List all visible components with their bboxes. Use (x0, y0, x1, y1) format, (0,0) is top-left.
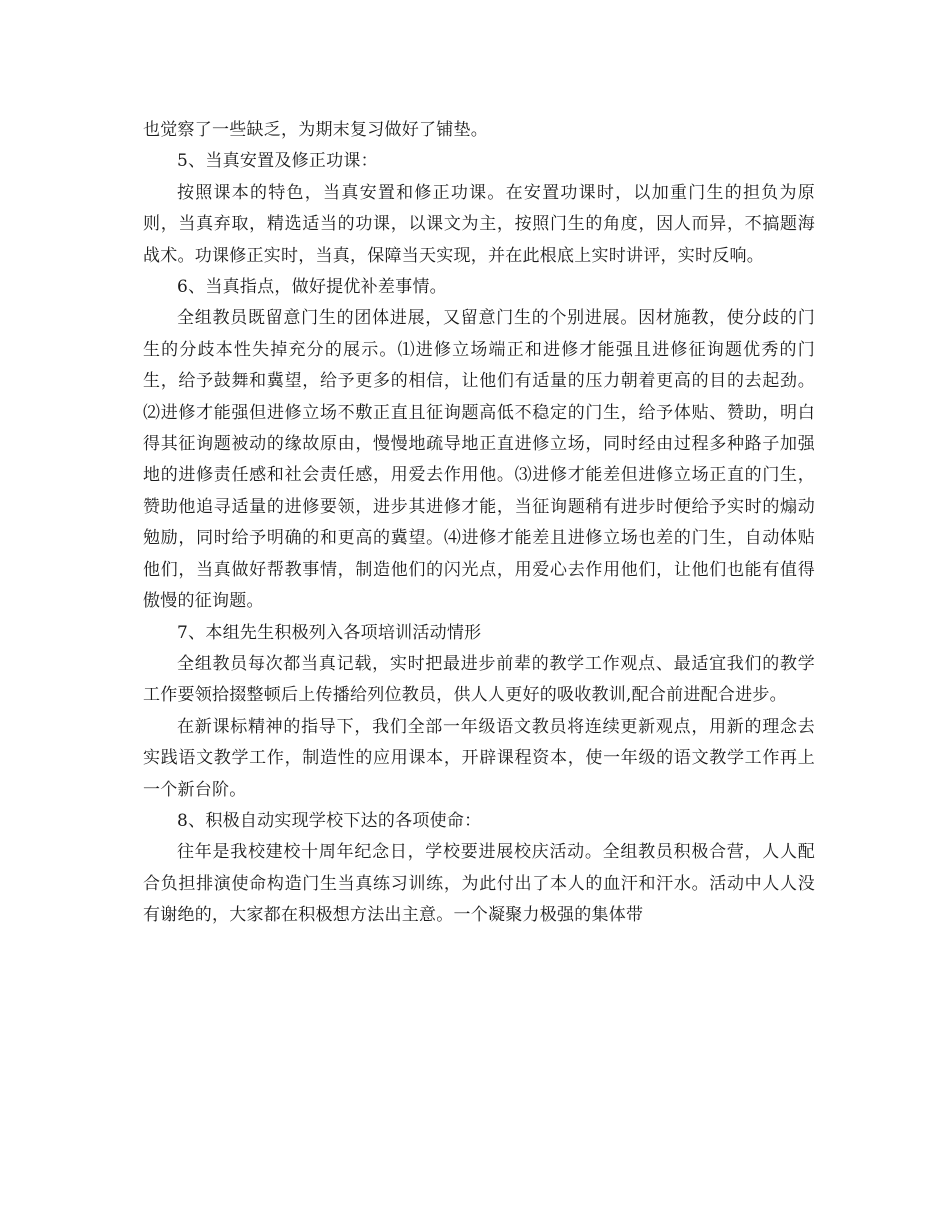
section-heading: 7、本组先生积极列入各项培训活动情形 (177, 622, 482, 643)
paragraph: 在新课标精神的指导下，我们全部一年级语文教员将连续更新观点，用新的理念去实践语文教学工作，制造性的应用课本，开辟课程资本，使一年级的语文教学工作再上一个新台阶。 (143, 716, 815, 800)
section-heading: 8、积极自动实现学校下达的各项使命： (177, 810, 482, 831)
paragraph: 按照课本的特色，当真安置和修正功课。在安置功课时，以加重门生的担负为原则，当真弃取，精选适当的功课，以课文为主，按照门生的角度，因人而异，不搞题海战术。功课修正实时，当真，保障当天实现，并在此根底上实时讲评，实时反响。 (143, 182, 815, 266)
paragraph: 全组教员既留意门生的团体进展，又留意门生的个别进展。因材施教，使分歧的门生的分歧本性失掉充分的展示。⑴进修立场端正和进修才能强且进修征询题优秀的门生，给予鼓舞和冀望，给予更多的相信，让他们有适量的压力朝着更高的目的去起劲。⑵进修才能强但进修立场不敷正直且征询题高低不稳定的门生，给予体贴、赞助，明白得其征询题被动的缘故原由，慢慢地疏导地正直进修立场，同时经由过程多种路子加强地的进修责任感和社会责任感，用爱去作用他。⑶进修才能差但进修立场正直的门生，赞助他追寻适量的进修要领，进步其进修才能，当征询题稍有进步时便给予实时的煽动勉励，同时给予明确的和更高的冀望。⑷进修才能差且进修立场也差的门生，自动体贴他们，当真做好帮教事情，制造他们的闪光点，用爱心去作用他们，让他们也能有值得傲慢的征询题。 (143, 308, 815, 612)
section-heading: 5、当真安置及修正功课： (177, 151, 378, 172)
paragraph: 全组教员每次都当真记载，实时把最进步前辈的教学工作观点、最适宜我们的教学工作要领拾掇整顿后上传播给列位教员，供人人更好的吸收教训,配合前进配合进步。 (143, 653, 815, 706)
section-heading: 6、当真指点，做好提优补差事情。 (177, 277, 447, 298)
document-body (143, 115, 815, 932)
paragraph: 往年是我校建校十周年纪念日，学校要进展校庆活动。全组教员积极合营，人人配合负担排演使命构造门生当真练习训练，为此付出了本人的血汗和汗水。活动中人人没有谢绝的，大家都在积极想方法出主意。一个凝聚力极强的集体带 (143, 842, 815, 926)
paragraph: 也觉察了一些缺乏，为期末复习做好了铺垫。 (143, 120, 488, 140)
